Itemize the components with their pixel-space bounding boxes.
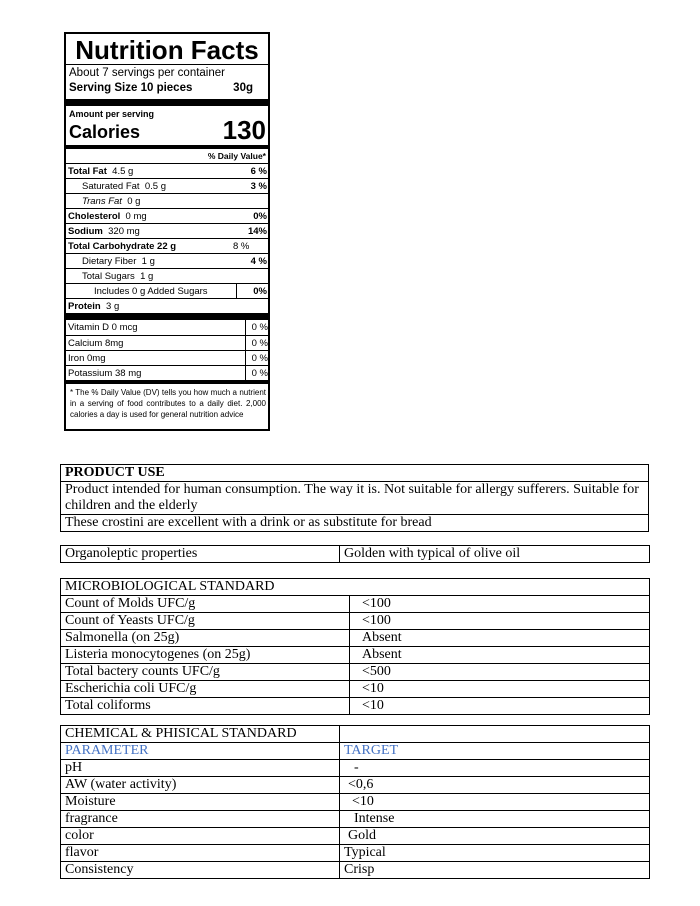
trans-fat-label: Trans Fat <box>82 196 122 207</box>
chem-parameter: Consistency <box>61 862 340 879</box>
serving-size-value: 30g <box>233 82 253 94</box>
product-use-heading: PRODUCT USE <box>61 465 649 482</box>
table-row <box>61 681 650 698</box>
parameter-column-header: PARAMETER <box>61 743 340 760</box>
table-row <box>61 811 650 828</box>
micro-value: <100 <box>350 596 650 613</box>
calories-label: Calories <box>69 122 141 142</box>
calories-value: 130 <box>222 115 266 145</box>
table-row <box>61 630 650 647</box>
trans-fat-row <box>66 193 268 208</box>
chem-parameter: flavor <box>61 845 340 862</box>
organoleptic-section <box>60 545 649 563</box>
chem-target: Typical <box>340 845 650 862</box>
protein-row <box>66 298 268 313</box>
micro-parameter: Total bactery counts UFC/g <box>61 664 350 681</box>
total-carb-amount: 22 g <box>157 241 177 252</box>
saturated-fat-dv: 3 % <box>250 181 267 192</box>
sodium-row <box>66 223 268 238</box>
micro-parameter: Total coliforms <box>61 698 350 715</box>
table-row <box>61 845 650 862</box>
iron-dv: 0 % <box>245 351 268 365</box>
total-fat-amount: 4.5 g <box>112 166 134 177</box>
table-row <box>61 579 650 596</box>
chem-parameter: Moisture <box>61 794 340 811</box>
dietary-fiber-dv: 4 % <box>250 256 267 267</box>
added-sugars-dv: 0% <box>236 284 267 298</box>
potassium-row <box>66 365 268 380</box>
dietary-fiber-label: Dietary Fiber <box>82 256 137 267</box>
saturated-fat-label: Saturated Fat <box>82 181 140 192</box>
chem-target: <10 <box>340 794 650 811</box>
potassium-label: Potassium 38 mg <box>68 368 142 379</box>
product-use-table <box>60 464 649 532</box>
table-row <box>61 613 650 630</box>
calcium-dv: 0 % <box>245 336 268 350</box>
chem-target: - <box>340 760 650 777</box>
table-row <box>61 546 650 563</box>
trans-fat-amount: 0 g <box>127 196 141 207</box>
chem-target: Intense <box>340 811 650 828</box>
cholesterol-label: Cholesterol <box>68 211 121 222</box>
serving-size <box>66 82 268 99</box>
protein-amount: 3 g <box>106 301 120 312</box>
microbiological-table <box>60 578 650 715</box>
total-sugars-label: Total Sugars <box>82 271 135 282</box>
product-use-section <box>60 464 649 532</box>
iron-label: Iron 0mg <box>68 353 106 364</box>
cholesterol-dv: 0% <box>253 211 267 222</box>
table-row <box>61 596 650 613</box>
organoleptic-label: Organoleptic properties <box>61 546 340 563</box>
table-row <box>61 777 650 794</box>
chem-parameter: pH <box>61 760 340 777</box>
product-use-text: These crostini are excellent with a drink or as substitute for bread <box>61 515 649 532</box>
table-row <box>61 664 650 681</box>
micro-parameter: Listeria monocytogenes (on 25g) <box>61 647 350 664</box>
micro-parameter: Count of Molds UFC/g <box>61 596 350 613</box>
chemical-heading: CHEMICAL & PHISICAL STANDARD <box>61 726 340 743</box>
daily-value-footnote: * The % Daily Value (DV) tells you how much a nutrient in a serving of food contributes to a daily diet. 2,000 calories a day is used for general nutrition advice <box>66 380 268 420</box>
amount-per-serving: Amount per serving <box>69 109 155 119</box>
thick-divider <box>66 99 268 106</box>
potassium-dv: 0 % <box>245 366 268 380</box>
calcium-row <box>66 335 268 350</box>
added-sugars-row <box>66 283 268 298</box>
micro-value: <100 <box>350 613 650 630</box>
dietary-fiber-amount: 1 g <box>141 256 155 267</box>
total-fat-row <box>66 163 268 178</box>
sodium-label: Sodium <box>68 226 103 237</box>
vitamin-d-label: Vitamin D 0 mcg <box>68 322 138 333</box>
iron-row <box>66 350 268 365</box>
chem-parameter: AW (water activity) <box>61 777 340 794</box>
chem-target: Crisp <box>340 862 650 879</box>
sodium-amount: 320 mg <box>108 226 140 237</box>
micro-value: Absent <box>350 630 650 647</box>
chemical-physical-section <box>60 725 649 879</box>
cholesterol-amount: 0 mg <box>125 211 147 222</box>
table-row <box>61 698 650 715</box>
organoleptic-value: Golden with typical of olive oil <box>340 546 650 563</box>
cholesterol-row <box>66 208 268 223</box>
sodium-dv: 14% <box>247 226 267 237</box>
micro-value: <500 <box>350 664 650 681</box>
micro-value: <10 <box>350 698 650 715</box>
nutrition-title: Nutrition Facts <box>75 35 259 65</box>
micro-parameter: Escherichia coli UFC/g <box>61 681 350 698</box>
calcium-label: Calcium 8mg <box>68 338 124 349</box>
servings-per-container: About 7 servings per container <box>66 64 268 82</box>
thick-divider <box>66 313 268 320</box>
total-carb-label: Total Carbohydrate <box>68 241 155 252</box>
chem-target: <0,6 <box>340 777 650 794</box>
table-row <box>61 862 650 879</box>
table-row <box>61 760 650 777</box>
total-fat-dv: 6 % <box>250 166 267 177</box>
product-use-text: Product intended for human consumption. The way it is. Not suitable for allergy sufferers. Suitable for children and the elderly <box>61 482 649 515</box>
total-fat-label: Total Fat <box>68 166 107 177</box>
table-row <box>61 515 649 532</box>
added-sugars-label: Includes 0 g Added Sugars <box>94 286 208 297</box>
calories-row <box>66 115 268 145</box>
target-column-header: TARGET <box>340 743 650 760</box>
table-row <box>61 726 650 743</box>
vitamin-d-row <box>66 320 268 335</box>
chem-parameter: fragrance <box>61 811 340 828</box>
total-sugars-row <box>66 268 268 283</box>
protein-label: Protein <box>68 301 101 312</box>
total-carb-row <box>66 238 268 253</box>
microbiological-heading: MICROBIOLOGICAL STANDARD <box>61 579 650 596</box>
serving-size-label: Serving Size 10 pieces <box>69 82 193 94</box>
micro-parameter: Count of Yeasts UFC/g <box>61 613 350 630</box>
micro-parameter: Salmonella (on 25g) <box>61 630 350 647</box>
total-carb-dv: 8 % <box>233 241 250 252</box>
micro-value: Absent <box>350 647 650 664</box>
table-row <box>61 465 649 482</box>
total-sugars-amount: 1 g <box>140 271 154 282</box>
micro-value: <10 <box>350 681 650 698</box>
daily-value-header: % Daily Value* <box>66 145 268 163</box>
chem-parameter: color <box>61 828 340 845</box>
vitamin-d-dv: 0 % <box>245 320 268 335</box>
saturated-fat-row <box>66 178 268 193</box>
table-row <box>61 794 650 811</box>
nutrition-facts-label <box>64 32 270 431</box>
table-row <box>61 647 650 664</box>
microbiological-section <box>60 578 649 715</box>
organoleptic-table <box>60 545 650 563</box>
table-row <box>61 828 650 845</box>
chemical-physical-table <box>60 725 650 879</box>
table-row <box>61 482 649 515</box>
table-row <box>61 743 650 760</box>
saturated-fat-amount: 0.5 g <box>144 181 166 192</box>
dietary-fiber-row <box>66 253 268 268</box>
chem-target: Gold <box>340 828 650 845</box>
